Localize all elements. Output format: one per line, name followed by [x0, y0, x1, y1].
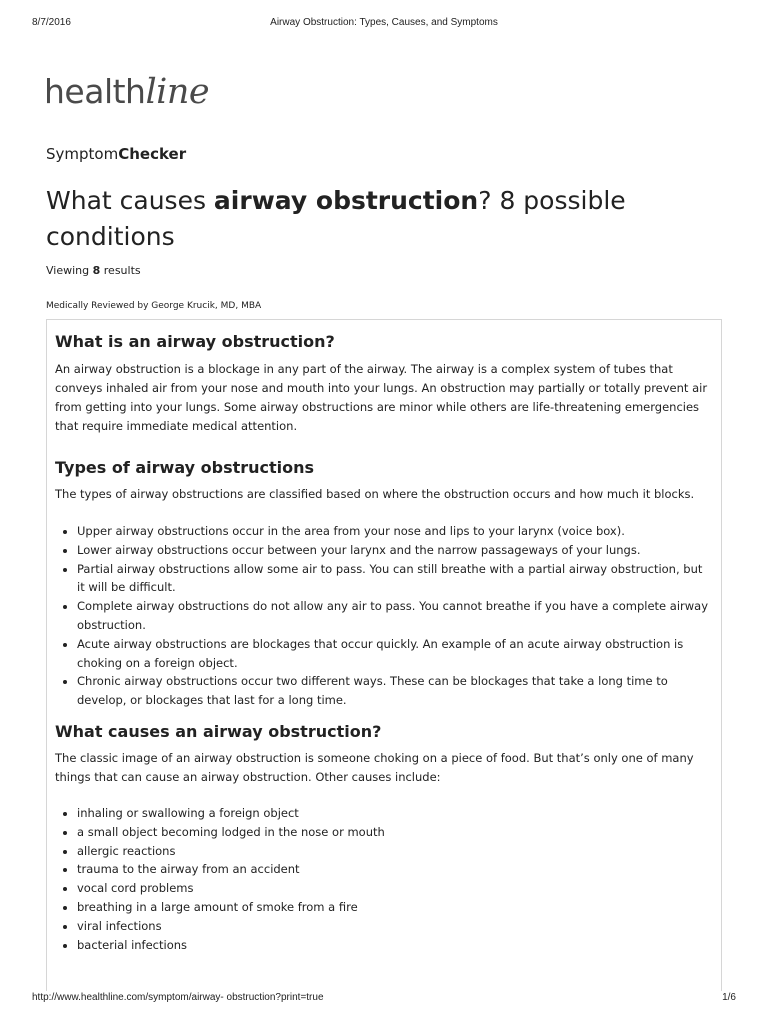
list-item: • vocal cord problems — [77, 879, 713, 898]
page-title-prefix: What causes — [46, 186, 214, 215]
causes-list — [55, 804, 713, 954]
list-item: • allergic reactions — [77, 842, 713, 861]
healthline-logo[interactable] — [44, 64, 214, 120]
section-heading-causes: What causes an airway obstruction? — [55, 721, 382, 741]
list-item: • Acute airway obstructions are blockages that occur quickly. An example of an acute airway obstruction is choking on a foreign object. — [77, 635, 713, 673]
section-body-what: An airway obstruction is a blockage in any part of the airway. The airway is a complex system of tubes that conveys inhaled air from your nose and mouth into your lungs. An obstruction may partially or totally prevent air from getting into your lungs. Some airway obstructions are minor while others are life-threatening emergencies that require immediate medical attention. — [55, 362, 708, 433]
list-item: • viral infections — [77, 917, 713, 936]
results-count-prefix: Viewing — [46, 264, 93, 277]
list-item: • Complete airway obstructions do not allow any air to pass. You cannot breathe if you have a complete airway obstruction. — [77, 597, 713, 635]
results-count-suffix: results — [100, 264, 141, 277]
results-count-number: 8 — [92, 264, 101, 277]
page-title-bold: airway obstruction — [213, 186, 479, 215]
section-heading-what: What is an airway obstruction? — [55, 332, 335, 351]
symptom-checker-part1: Symptom — [46, 145, 119, 163]
print-footer — [0, 992, 768, 1006]
print-header — [0, 17, 768, 31]
page-title — [46, 183, 706, 255]
list-item: • bacterial infections — [77, 936, 713, 955]
logo-text-line: line — [145, 72, 210, 112]
print-url[interactable]: http://www.healthline.com/symptom/airway- obstruction?print=true — [32, 992, 324, 1003]
list-item: • Chronic airway obstructions occur two different ways. These can be blockages that take a long time to develop, or blockages that last for a long time. — [77, 672, 713, 710]
list-item: • a small object becoming lodged in the nose or mouth — [77, 823, 713, 842]
list-item: • Lower airway obstructions occur between your larynx and the narrow passageways of your lungs. — [77, 541, 713, 560]
list-item: • Upper airway obstructions occur in the area from your nose and lips to your larynx (voice box). — [77, 522, 713, 541]
print-date: 8/7/2016 — [32, 17, 71, 28]
results-count — [46, 264, 141, 277]
article-content — [46, 319, 722, 991]
symptom-checker-label[interactable] — [46, 145, 186, 163]
list-item: • inhaling or swallowing a foreign object — [77, 804, 713, 823]
symptom-checker-part2: Checker — [118, 145, 187, 163]
section-heading-types: Types of airway obstructions — [55, 458, 315, 477]
page-title-suffix: ? 8 possible conditions — [46, 186, 626, 251]
types-list — [55, 522, 713, 710]
medical-reviewer: Medically Reviewed by George Krucik, MD, MBA — [46, 301, 262, 311]
logo-text-health: health — [44, 72, 146, 111]
list-item: • Partial airway obstructions allow some air to pass. You can still breathe with a partial airway obstruction, but it will be difficult. — [77, 560, 713, 598]
print-title: Airway Obstruction: Types, Causes, and Symptoms — [270, 17, 498, 28]
section-body-causes: The classic image of an airway obstruction is someone choking on a piece of food. But that’s only one of many things that can cause an airway obstruction. Other causes include: — [55, 750, 694, 784]
section-body-types: The types of airway obstructions are classified based on where the obstruction occurs and how much it blocks. — [55, 487, 695, 501]
list-item: • breathing in a large amount of smoke from a fire — [77, 898, 713, 917]
list-item: • trauma to the airway from an accident — [77, 860, 713, 879]
print-page-number: 1/6 — [722, 992, 736, 1003]
